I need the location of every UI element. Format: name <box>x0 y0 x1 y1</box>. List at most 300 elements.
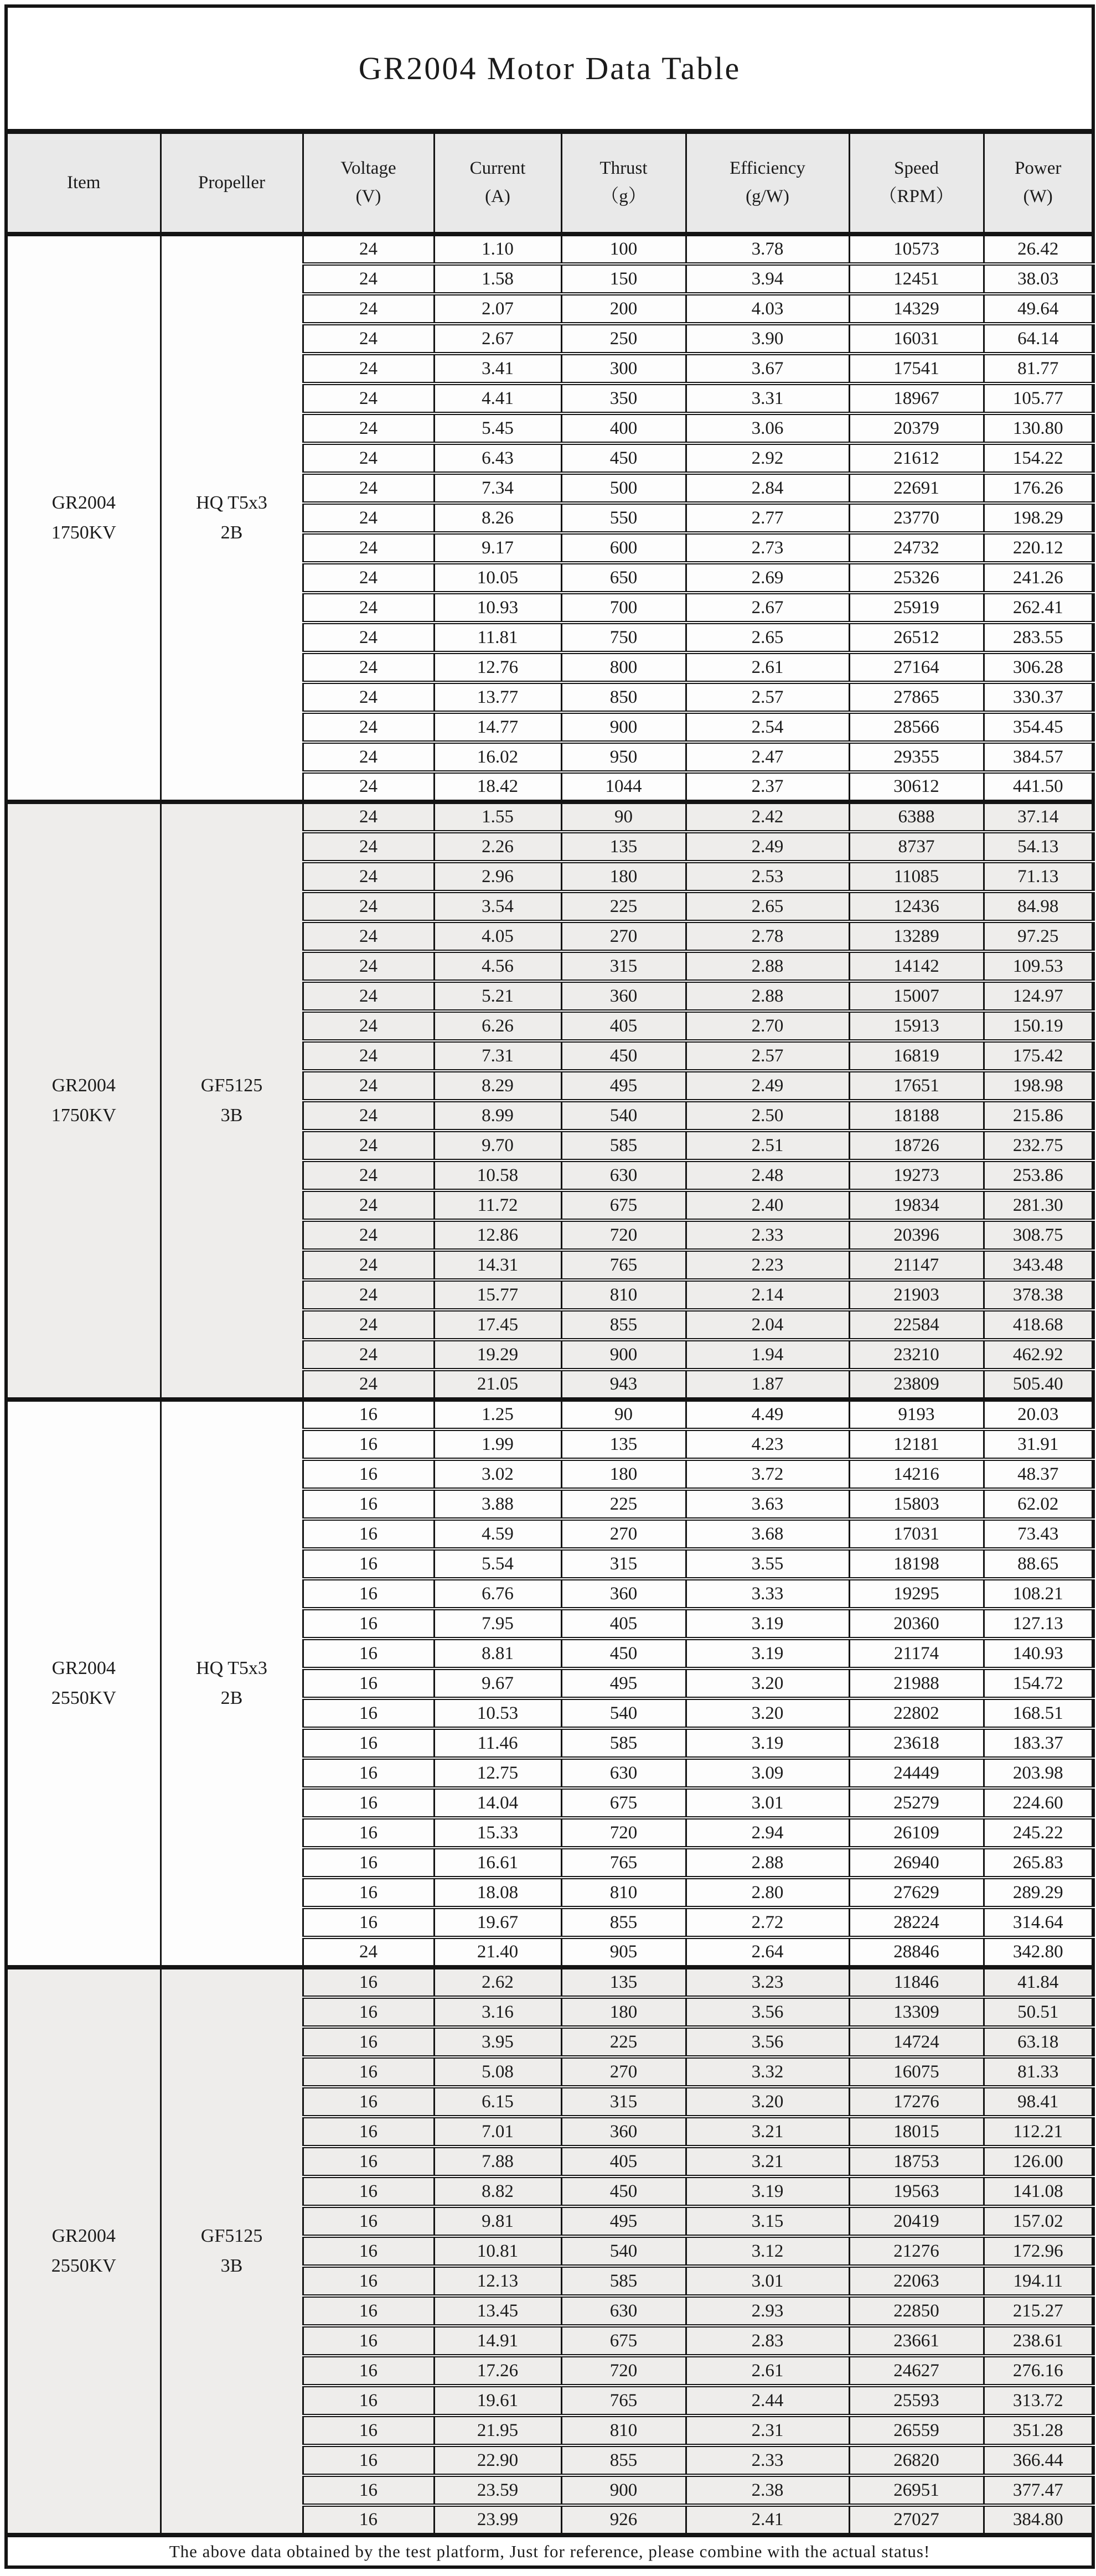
group-4-propeller-cell <box>161 1967 303 2535</box>
cell-current: 21.40 <box>434 1937 561 1967</box>
cell-speed: 13309 <box>849 1997 984 2027</box>
cell-efficiency: 2.33 <box>686 2445 849 2475</box>
cell-speed: 22802 <box>849 1698 984 1728</box>
cell-current: 7.34 <box>434 473 561 503</box>
cell-efficiency: 2.88 <box>686 981 849 1011</box>
cell-speed: 30612 <box>849 772 984 802</box>
cell-current: 13.77 <box>434 682 561 712</box>
cell-thrust: 315 <box>561 2087 686 2117</box>
cell-current: 18.42 <box>434 772 561 802</box>
cell-speed: 23618 <box>849 1728 984 1758</box>
cell-power: 313.72 <box>984 2386 1093 2416</box>
propeller-line: 3B <box>220 1105 243 1126</box>
cell-thrust: 200 <box>561 294 686 324</box>
cell-current: 10.93 <box>434 593 561 623</box>
data-row <box>6 1967 1093 1997</box>
cell-speed: 26512 <box>849 623 984 652</box>
cell-thrust: 630 <box>561 1160 686 1190</box>
cell-thrust: 810 <box>561 2416 686 2445</box>
cell-speed: 12181 <box>849 1429 984 1459</box>
cell-current: 4.41 <box>434 383 561 413</box>
cell-current: 7.88 <box>434 2147 561 2176</box>
column-label: Item <box>67 172 101 193</box>
group-1-propeller-cell <box>161 234 303 802</box>
cell-efficiency: 2.04 <box>686 1310 849 1340</box>
cell-efficiency: 2.49 <box>686 1071 849 1101</box>
cell-current: 14.91 <box>434 2326 561 2356</box>
column-unit: (A) <box>485 186 510 207</box>
cell-voltage: 16 <box>303 2027 434 2057</box>
cell-efficiency: 2.93 <box>686 2296 849 2326</box>
cell-thrust: 250 <box>561 324 686 354</box>
cell-power: 203.98 <box>984 1758 1093 1788</box>
cell-thrust: 90 <box>561 802 686 832</box>
cell-voltage: 24 <box>303 533 434 563</box>
cell-voltage: 16 <box>303 2505 434 2535</box>
cell-efficiency: 3.20 <box>686 1698 849 1728</box>
cell-power: 127.13 <box>984 1609 1093 1639</box>
cell-voltage: 16 <box>303 2057 434 2087</box>
cell-efficiency: 2.77 <box>686 503 849 533</box>
cell-current: 5.45 <box>434 413 561 443</box>
cell-voltage: 16 <box>303 1758 434 1788</box>
cell-current: 7.31 <box>434 1041 561 1071</box>
cell-speed: 23809 <box>849 1370 984 1400</box>
cell-thrust: 720 <box>561 2356 686 2386</box>
cell-efficiency: 3.12 <box>686 2236 849 2266</box>
cell-power: 73.43 <box>984 1519 1093 1549</box>
cell-current: 4.59 <box>434 1519 561 1549</box>
item-line: 1750KV <box>51 522 116 543</box>
cell-voltage: 24 <box>303 1250 434 1280</box>
column-header-speed <box>849 131 984 234</box>
cell-current: 18.08 <box>434 1878 561 1908</box>
cell-efficiency: 2.31 <box>686 2416 849 2445</box>
cell-thrust: 360 <box>561 2117 686 2147</box>
column-unit: （RPM） <box>878 186 954 207</box>
cell-thrust: 550 <box>561 503 686 533</box>
column-header-voltage <box>303 131 434 234</box>
column-header-propeller <box>161 131 303 234</box>
cell-voltage: 24 <box>303 921 434 951</box>
cell-voltage: 24 <box>303 563 434 593</box>
cell-current: 10.58 <box>434 1160 561 1190</box>
cell-speed: 21147 <box>849 1250 984 1280</box>
cell-thrust: 800 <box>561 652 686 682</box>
cell-voltage: 24 <box>303 1340 434 1370</box>
cell-thrust: 360 <box>561 1579 686 1609</box>
cell-speed: 14142 <box>849 951 984 981</box>
cell-current: 2.96 <box>434 862 561 892</box>
cell-efficiency: 2.78 <box>686 921 849 951</box>
cell-current: 9.81 <box>434 2206 561 2236</box>
cell-thrust: 450 <box>561 443 686 473</box>
column-label: Propeller <box>198 172 265 193</box>
cell-power: 154.22 <box>984 443 1093 473</box>
cell-voltage: 16 <box>303 1848 434 1878</box>
cell-current: 11.72 <box>434 1190 561 1220</box>
cell-voltage: 16 <box>303 2147 434 2176</box>
cell-power: 215.27 <box>984 2296 1093 2326</box>
cell-speed: 17276 <box>849 2087 984 2117</box>
cell-current: 8.29 <box>434 1071 561 1101</box>
cell-current: 1.55 <box>434 802 561 832</box>
cell-voltage: 24 <box>303 1310 434 1340</box>
cell-efficiency: 3.33 <box>686 1579 849 1609</box>
motor-data-table <box>4 4 1095 2569</box>
column-label: Current <box>469 158 526 179</box>
cell-power: 384.57 <box>984 742 1093 772</box>
cell-efficiency: 2.41 <box>686 2505 849 2535</box>
cell-current: 19.29 <box>434 1340 561 1370</box>
cell-current: 19.67 <box>434 1908 561 1937</box>
cell-voltage: 24 <box>303 443 434 473</box>
cell-speed: 14724 <box>849 2027 984 2057</box>
footer-row <box>6 2535 1093 2567</box>
cell-voltage: 24 <box>303 1131 434 1160</box>
cell-voltage: 24 <box>303 473 434 503</box>
cell-power: 198.98 <box>984 1071 1093 1101</box>
cell-speed: 25919 <box>849 593 984 623</box>
cell-speed: 21612 <box>849 443 984 473</box>
cell-efficiency: 3.15 <box>686 2206 849 2236</box>
cell-speed: 6388 <box>849 802 984 832</box>
cell-speed: 24627 <box>849 2356 984 2386</box>
cell-current: 3.16 <box>434 1997 561 2027</box>
cell-efficiency: 3.01 <box>686 2266 849 2296</box>
cell-speed: 16031 <box>849 324 984 354</box>
cell-current: 14.77 <box>434 712 561 742</box>
cell-efficiency: 2.50 <box>686 1101 849 1131</box>
cell-thrust: 675 <box>561 1788 686 1818</box>
column-header-power <box>984 131 1093 234</box>
cell-speed: 8737 <box>849 832 984 862</box>
group-1-item-cell <box>6 234 161 802</box>
cell-current: 8.82 <box>434 2176 561 2206</box>
cell-voltage: 16 <box>303 1728 434 1758</box>
cell-voltage: 24 <box>303 981 434 1011</box>
cell-efficiency: 2.53 <box>686 862 849 892</box>
cell-power: 141.08 <box>984 2176 1093 2206</box>
cell-speed: 15913 <box>849 1011 984 1041</box>
cell-voltage: 24 <box>303 1190 434 1220</box>
cell-speed: 9193 <box>849 1400 984 1429</box>
cell-power: 176.26 <box>984 473 1093 503</box>
cell-power: 183.37 <box>984 1728 1093 1758</box>
cell-power: 81.33 <box>984 2057 1093 2087</box>
cell-speed: 11085 <box>849 862 984 892</box>
cell-voltage: 24 <box>303 832 434 862</box>
cell-current: 3.95 <box>434 2027 561 2057</box>
cell-current: 10.81 <box>434 2236 561 2266</box>
cell-current: 23.59 <box>434 2475 561 2505</box>
cell-power: 112.21 <box>984 2117 1093 2147</box>
cell-voltage: 24 <box>303 593 434 623</box>
cell-power: 37.14 <box>984 802 1093 832</box>
cell-voltage: 24 <box>303 623 434 652</box>
cell-efficiency: 4.03 <box>686 294 849 324</box>
cell-power: 109.53 <box>984 951 1093 981</box>
cell-current: 8.81 <box>434 1639 561 1668</box>
cell-efficiency: 2.40 <box>686 1190 849 1220</box>
cell-voltage: 24 <box>303 234 434 264</box>
cell-thrust: 495 <box>561 2206 686 2236</box>
cell-power: 49.64 <box>984 294 1093 324</box>
cell-power: 124.97 <box>984 981 1093 1011</box>
cell-current: 16.61 <box>434 1848 561 1878</box>
cell-power: 224.60 <box>984 1788 1093 1818</box>
cell-thrust: 300 <box>561 354 686 383</box>
cell-voltage: 24 <box>303 1280 434 1310</box>
cell-power: 314.64 <box>984 1908 1093 1937</box>
cell-voltage: 24 <box>303 742 434 772</box>
column-header-current <box>434 131 561 234</box>
cell-efficiency: 1.94 <box>686 1340 849 1370</box>
propeller-line: HQ T5x3 <box>196 1657 267 1678</box>
cell-current: 15.33 <box>434 1818 561 1848</box>
column-unit: (g/W) <box>746 186 789 207</box>
cell-thrust: 270 <box>561 1519 686 1549</box>
cell-thrust: 315 <box>561 951 686 981</box>
cell-current: 1.25 <box>434 1400 561 1429</box>
cell-power: 97.25 <box>984 921 1093 951</box>
cell-power: 108.21 <box>984 1579 1093 1609</box>
cell-speed: 19273 <box>849 1160 984 1190</box>
cell-thrust: 225 <box>561 1489 686 1519</box>
cell-power: 31.91 <box>984 1429 1093 1459</box>
cell-voltage: 16 <box>303 2356 434 2386</box>
cell-speed: 15803 <box>849 1489 984 1519</box>
cell-voltage: 24 <box>303 1160 434 1190</box>
cell-current: 7.95 <box>434 1609 561 1639</box>
cell-speed: 18188 <box>849 1101 984 1131</box>
cell-speed: 20360 <box>849 1609 984 1639</box>
cell-speed: 20419 <box>849 2206 984 2236</box>
cell-voltage: 24 <box>303 264 434 294</box>
cell-current: 9.17 <box>434 533 561 563</box>
cell-thrust: 450 <box>561 1639 686 1668</box>
cell-efficiency: 2.94 <box>686 1818 849 1848</box>
cell-speed: 24449 <box>849 1758 984 1788</box>
cell-speed: 25326 <box>849 563 984 593</box>
footer-note: The above data obtained by the test platform, Just for reference, please combine with the actual status! <box>6 2535 1093 2567</box>
cell-speed: 26820 <box>849 2445 984 2475</box>
title-row <box>6 6 1093 131</box>
cell-thrust: 675 <box>561 2326 686 2356</box>
cell-thrust: 450 <box>561 2176 686 2206</box>
cell-thrust: 500 <box>561 473 686 503</box>
cell-efficiency: 2.70 <box>686 1011 849 1041</box>
cell-efficiency: 3.09 <box>686 1758 849 1788</box>
group-2-propeller-cell <box>161 802 303 1400</box>
cell-thrust: 926 <box>561 2505 686 2535</box>
cell-power: 105.77 <box>984 383 1093 413</box>
cell-speed: 13289 <box>849 921 984 951</box>
cell-voltage: 16 <box>303 1698 434 1728</box>
cell-speed: 18967 <box>849 383 984 413</box>
cell-efficiency: 2.80 <box>686 1878 849 1908</box>
cell-thrust: 1044 <box>561 772 686 802</box>
cell-speed: 14329 <box>849 294 984 324</box>
column-unit: (W) <box>1023 186 1053 207</box>
data-row <box>6 802 1093 832</box>
cell-power: 81.77 <box>984 354 1093 383</box>
cell-power: 377.47 <box>984 2475 1093 2505</box>
cell-voltage: 16 <box>303 2296 434 2326</box>
cell-thrust: 700 <box>561 593 686 623</box>
cell-thrust: 650 <box>561 563 686 593</box>
cell-thrust: 450 <box>561 1041 686 1071</box>
cell-speed: 21276 <box>849 2236 984 2266</box>
cell-power: 84.98 <box>984 892 1093 921</box>
cell-efficiency: 3.21 <box>686 2117 849 2147</box>
cell-thrust: 585 <box>561 1131 686 1160</box>
cell-voltage: 24 <box>303 1370 434 1400</box>
cell-current: 9.70 <box>434 1131 561 1160</box>
cell-speed: 12451 <box>849 264 984 294</box>
cell-voltage: 24 <box>303 772 434 802</box>
cell-speed: 19563 <box>849 2176 984 2206</box>
cell-current: 3.88 <box>434 1489 561 1519</box>
cell-current: 6.43 <box>434 443 561 473</box>
cell-thrust: 135 <box>561 1429 686 1459</box>
cell-power: 366.44 <box>984 2445 1093 2475</box>
item-line: GR2004 <box>51 492 116 513</box>
cell-voltage: 16 <box>303 1908 434 1937</box>
cell-voltage: 16 <box>303 2386 434 2416</box>
cell-current: 1.10 <box>434 234 561 264</box>
cell-power: 54.13 <box>984 832 1093 862</box>
cell-efficiency: 3.20 <box>686 2087 849 2117</box>
cell-current: 21.05 <box>434 1370 561 1400</box>
cell-voltage: 24 <box>303 1071 434 1101</box>
cell-speed: 22063 <box>849 2266 984 2296</box>
cell-thrust: 850 <box>561 682 686 712</box>
cell-thrust: 350 <box>561 383 686 413</box>
cell-current: 7.01 <box>434 2117 561 2147</box>
cell-current: 17.26 <box>434 2356 561 2386</box>
cell-speed: 25279 <box>849 1788 984 1818</box>
cell-efficiency: 2.88 <box>686 951 849 981</box>
cell-speed: 19295 <box>849 1579 984 1609</box>
cell-current: 14.31 <box>434 1250 561 1280</box>
cell-thrust: 540 <box>561 1698 686 1728</box>
cell-power: 150.19 <box>984 1011 1093 1041</box>
cell-power: 140.93 <box>984 1639 1093 1668</box>
cell-thrust: 720 <box>561 1818 686 1848</box>
cell-power: 281.30 <box>984 1190 1093 1220</box>
cell-power: 262.41 <box>984 593 1093 623</box>
cell-thrust: 600 <box>561 533 686 563</box>
cell-power: 88.65 <box>984 1549 1093 1579</box>
cell-thrust: 135 <box>561 832 686 862</box>
cell-speed: 18198 <box>849 1549 984 1579</box>
cell-power: 265.83 <box>984 1848 1093 1878</box>
cell-efficiency: 2.73 <box>686 533 849 563</box>
cell-power: 378.38 <box>984 1280 1093 1310</box>
cell-efficiency: 3.72 <box>686 1459 849 1489</box>
cell-voltage: 24 <box>303 503 434 533</box>
cell-efficiency: 3.67 <box>686 354 849 383</box>
cell-current: 12.76 <box>434 652 561 682</box>
cell-power: 505.40 <box>984 1370 1093 1400</box>
cell-efficiency: 2.48 <box>686 1160 849 1190</box>
cell-voltage: 16 <box>303 1878 434 1908</box>
cell-thrust: 750 <box>561 623 686 652</box>
cell-voltage: 24 <box>303 1101 434 1131</box>
cell-speed: 21903 <box>849 1280 984 1310</box>
propeller-line: 2B <box>220 522 243 543</box>
cell-thrust: 270 <box>561 2057 686 2087</box>
cell-voltage: 16 <box>303 1489 434 1519</box>
group-2-item-cell <box>6 802 161 1400</box>
cell-speed: 17541 <box>849 354 984 383</box>
cell-current: 5.54 <box>434 1549 561 1579</box>
cell-speed: 28566 <box>849 712 984 742</box>
cell-speed: 20379 <box>849 413 984 443</box>
column-unit: （g） <box>601 186 647 207</box>
cell-power: 441.50 <box>984 772 1093 802</box>
cell-thrust: 90 <box>561 1400 686 1429</box>
cell-thrust: 950 <box>561 742 686 772</box>
cell-power: 157.02 <box>984 2206 1093 2236</box>
cell-speed: 10573 <box>849 234 984 264</box>
cell-efficiency: 2.33 <box>686 1220 849 1250</box>
cell-efficiency: 3.63 <box>686 1489 849 1519</box>
cell-current: 5.21 <box>434 981 561 1011</box>
cell-power: 289.29 <box>984 1878 1093 1908</box>
cell-power: 330.37 <box>984 682 1093 712</box>
cell-power: 38.03 <box>984 264 1093 294</box>
cell-thrust: 400 <box>561 413 686 443</box>
cell-current: 17.45 <box>434 1310 561 1340</box>
page <box>0 4 1096 2576</box>
cell-speed: 23661 <box>849 2326 984 2356</box>
cell-thrust: 900 <box>561 1340 686 1370</box>
cell-speed: 16075 <box>849 2057 984 2087</box>
cell-speed: 20396 <box>849 1220 984 1250</box>
cell-speed: 27164 <box>849 652 984 682</box>
cell-voltage: 16 <box>303 2326 434 2356</box>
cell-power: 175.42 <box>984 1041 1093 1071</box>
item-line: GR2004 <box>51 1075 116 1096</box>
cell-speed: 27629 <box>849 1878 984 1908</box>
item-line: 2550KV <box>51 1688 116 1708</box>
group-3-item-cell <box>6 1400 161 1967</box>
cell-efficiency: 2.54 <box>686 712 849 742</box>
propeller-line: 2B <box>220 1688 243 1708</box>
cell-speed: 23770 <box>849 503 984 533</box>
cell-speed: 24732 <box>849 533 984 563</box>
cell-current: 12.75 <box>434 1758 561 1788</box>
cell-thrust: 180 <box>561 1997 686 2027</box>
cell-efficiency: 3.20 <box>686 1668 849 1698</box>
cell-current: 11.81 <box>434 623 561 652</box>
cell-voltage: 24 <box>303 951 434 981</box>
cell-voltage: 24 <box>303 1041 434 1071</box>
cell-speed: 16819 <box>849 1041 984 1071</box>
cell-voltage: 16 <box>303 1609 434 1639</box>
cell-speed: 11846 <box>849 1967 984 1997</box>
cell-efficiency: 3.19 <box>686 2176 849 2206</box>
propeller-line: 3B <box>220 2256 243 2276</box>
item-line: 1750KV <box>51 1105 116 1126</box>
cell-speed: 14216 <box>849 1459 984 1489</box>
cell-current: 21.95 <box>434 2416 561 2445</box>
cell-current: 3.54 <box>434 892 561 921</box>
cell-speed: 19834 <box>849 1190 984 1220</box>
propeller-line: GF5125 <box>200 2225 263 2246</box>
